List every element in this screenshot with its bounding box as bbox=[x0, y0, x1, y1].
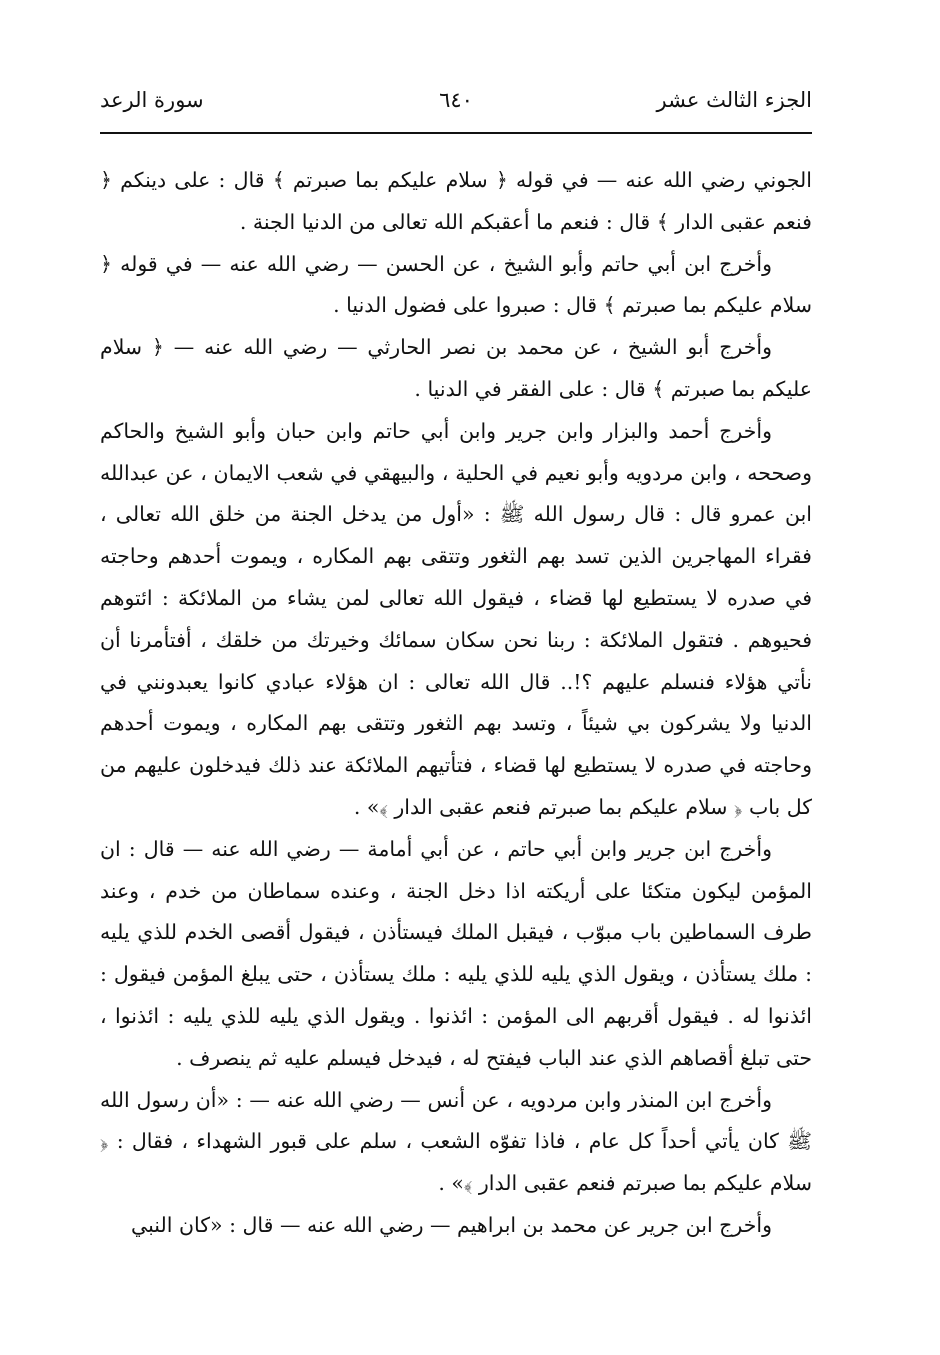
paragraph-6: وأخرج ابن المنذر وابن مردويه ، عن أنس — رضي الله عنه — : «أن رسول الله ﷺ كان يأتي أحداً كل عام ، فاذا تفوّه الشعب ، سلم على قبور الشهداء ، فقال : ﴿ سلام عليكم بما صبرتم فنعم عقبى الدار ﴾» . bbox=[100, 1087, 812, 1196]
part-title: الجزء الثالث عشر bbox=[656, 88, 812, 112]
paragraph-5: وأخرج ابن جرير وابن أبي حاتم ، عن أبي أمامة — رضي الله عنه — قال : ان المؤمن ليكون متكئا على أريكته اذا دخل الجنة ، وعنده سماطان من خدم ، وعند طرف السماطين باب مبوّب ، فيقبل الملك فيستأذن ، فيقول أقصى الخدم للذي يليه : ملك يستأذن ، ويقول الذي يليه للذي يليه : ملك يستأذن ، حتى يبلغ المؤمن فيقول : ائذنوا له . فيقول أقربهم الى المؤمن : ائذنوا . ويقول الذي يليه للذي يليه : ائذنوا ، حتى تبلغ أقصاهم الذي عند الباب فيفتح له ، فيدخل فيسلم عليه ثم ينصرف . bbox=[100, 836, 812, 1070]
page-number: ٦٤٠ bbox=[439, 88, 473, 112]
paragraph-1: الجوني رضي الله عنه — في قوله ﴿ سلام عليكم بما صبرتم ﴾ قال : على دينكم ﴿ فنعم عقبى الدار ﴾ قال : فنعم ما أعقبكم الله تعالى من الدنيا الجنة . bbox=[100, 168, 812, 234]
surah-title: سورة الرعد bbox=[100, 88, 204, 112]
page-header bbox=[100, 80, 812, 120]
header-divider bbox=[100, 132, 812, 134]
paragraph-7: وأخرج ابن جرير عن محمد بن ابراهيم — رضي الله عنه — قال : «كان النبي bbox=[131, 1212, 772, 1237]
page-body bbox=[100, 160, 812, 1247]
paragraph-2: وأخرج ابن أبي حاتم وأبو الشيخ ، عن الحسن — رضي الله عنه — في قوله ﴿ سلام عليكم بما صبرتم ﴾ قال : صبروا على فضول الدنيا . bbox=[100, 251, 812, 318]
paragraph-3: وأخرج أبو الشيخ ، عن محمد بن نصر الحارثي — رضي الله عنه — ﴿ سلام عليكم بما صبرتم ﴾ قال : على الفقر في الدنيا . bbox=[100, 335, 812, 401]
paragraph-4: وأخرج أحمد والبزار وابن جرير وابن أبي حاتم وابن حبان وأبو الشيخ والحاكم وصححه ، وابن مردويه وأبو نعيم في الحلية ، والبيهقي في شعب الايمان ، عن عبدالله ابن عمرو قال : قال رسول الله ﷺ : «أول من يدخل الجنة من خلق الله تعالى ، فقراء المهاجرين الذين تسد بهم الثغور وتتقى بهم المكاره ، ويموت أحدهم وحاجته في صدره لا يستطيع لها قضاء ، فيقول الله تعالى لمن يشاء من الملائكة : ائتوهم فحيوهم . فتقول الملائكة : ربنا نحن سكان سمائك وخيرتك من خلقك ، أفتأمرنا أن نأتي هؤلاء فنسلم عليهم ؟!.. قال الله تعالى : ان هؤلاء عبادي كانوا يعبدونني في الدنيا ولا يشركون بي شيئاً ، وتسد بهم الثغور وتتقى بهم المكاره ، ويموت أحدهم وحاجته في صدره لا يستطيع لها قضاء ، فتأتيهم الملائكة عند ذلك فيدخلون عليهم من كل باب ﴿ سلام عليكم بما صبرتم فنعم عقبى الدار ﴾» . bbox=[100, 418, 812, 819]
